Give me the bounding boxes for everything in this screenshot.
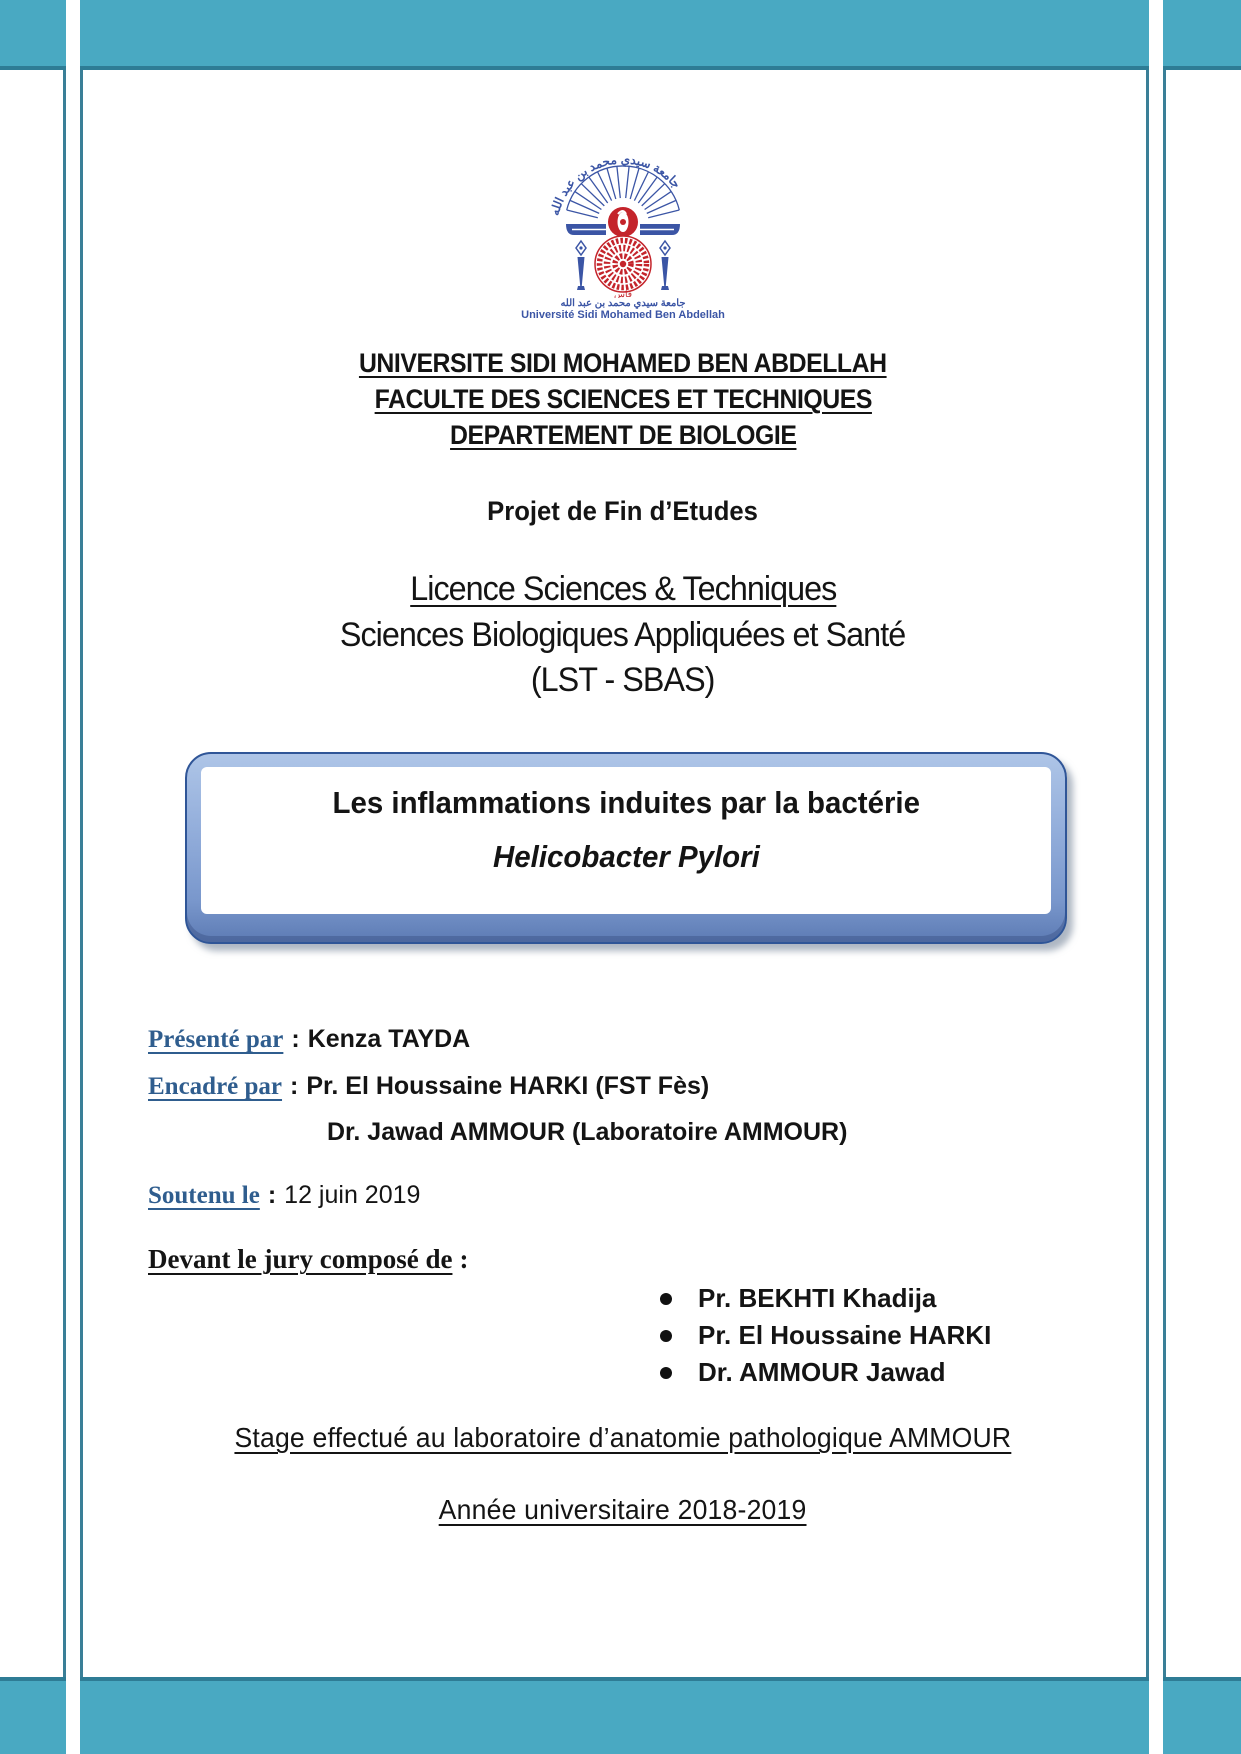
university-logo	[83, 138, 1163, 322]
red-disc-icon	[608, 207, 638, 237]
jury-member-name: Pr. BEKHTI Khadija	[698, 1283, 937, 1313]
defended-on-separator: :	[267, 1181, 277, 1209]
project-type: Projet de Fin d’Etudes	[487, 496, 759, 526]
thesis-title-line-1: Les inflammations induites par la bactérie	[332, 785, 920, 820]
internship-note: Stage effectué au laboratoire d’anatomie pathologique AMMOUR	[234, 1422, 1012, 1453]
presented-by-separator: :	[291, 1025, 300, 1053]
content-area	[83, 0, 1163, 1754]
presented-by-value: Kenza TAYDA	[307, 1025, 471, 1053]
bullet-icon	[660, 1293, 672, 1305]
logo-fes-text: فاس	[613, 289, 633, 298]
medallion-icon	[595, 236, 651, 292]
supervisor-2: Dr. Jawad AMMOUR (Laboratoire AMMOUR)	[327, 1118, 848, 1146]
supervised-by-row	[148, 1069, 709, 1104]
presented-by-row	[148, 1022, 470, 1057]
jury-list	[660, 1280, 991, 1391]
jury-member-name: Dr. AMMOUR Jawad	[698, 1357, 946, 1387]
right-outer-vertical-rule	[1163, 70, 1166, 1677]
thesis-title-inner	[201, 767, 1051, 914]
jury-heading: Devant le jury composé de :	[148, 1244, 469, 1274]
department-name-line: DEPARTEMENT DE BIOLOGIE	[449, 420, 797, 450]
jury-member-row	[660, 1317, 991, 1354]
degree-line-3: (LST - SBAS)	[531, 661, 715, 699]
university-name-line: UNIVERSITE SIDI MOHAMED BEN ABDELLAH	[359, 348, 887, 378]
left-white-channel	[66, 0, 80, 1754]
degree-line-1: Licence Sciences & Techniques	[409, 570, 837, 608]
jury-member-name: Pr. El Houssaine HARKI	[698, 1320, 992, 1350]
jury-member-row	[660, 1354, 991, 1391]
jury-member-row	[660, 1280, 991, 1317]
bullet-icon	[660, 1330, 672, 1342]
university-emblem-icon	[548, 138, 698, 298]
thesis-title-line-2: Helicobacter Pylori	[492, 839, 760, 874]
defended-on-label: Soutenu le	[148, 1182, 260, 1209]
academic-year: Année universitaire 2018-2019	[439, 1494, 807, 1525]
supervised-by-label: Encadré par	[148, 1073, 283, 1100]
thesis-title-box	[185, 752, 1067, 944]
defense-date: 12 juin 2019	[284, 1181, 421, 1209]
presented-by-label: Présenté par	[148, 1026, 284, 1053]
logo-arabic-arc-text: جامعة سيدي محمد بن عبد الله	[548, 152, 684, 217]
degree-line-2: Sciences Biologiques Appliquées et Santé	[340, 616, 906, 654]
logo-caption: Université Sidi Mohamed Ben Abdellah	[521, 309, 725, 321]
supervised-by-separator: :	[290, 1072, 299, 1100]
supervisor-1: Pr. El Houssaine HARKI (FST Fès)	[306, 1072, 710, 1100]
faculty-name-line: FACULTE DES SCIENCES ET TECHNIQUES	[374, 384, 872, 414]
bullet-icon	[660, 1367, 672, 1379]
defended-on-row	[148, 1178, 420, 1213]
logo-arabic-caption: جامعة سيدي محمد بن عبد الله	[560, 298, 686, 309]
left-outer-vertical-rule	[63, 70, 66, 1677]
jury-heading-separator: :	[459, 1244, 469, 1274]
